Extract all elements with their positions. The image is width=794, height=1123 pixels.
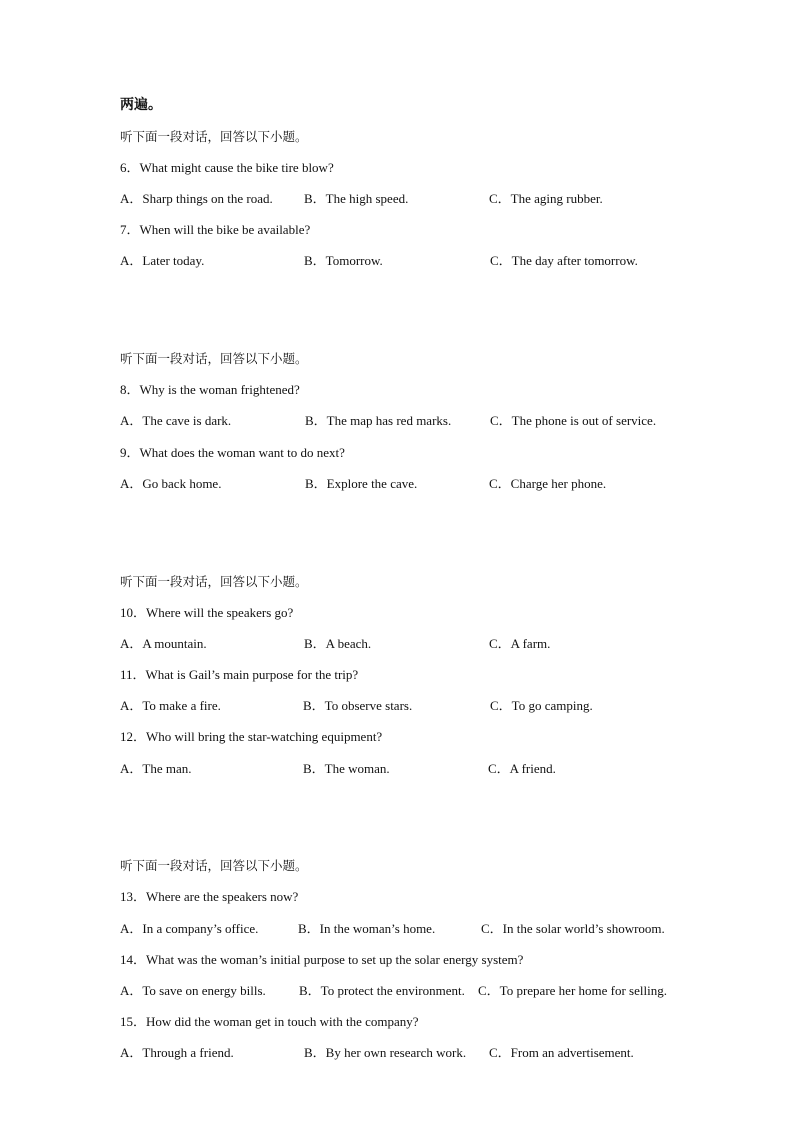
option-c: C．A friend. xyxy=(488,761,556,776)
option-a: A．Go back home. xyxy=(120,476,222,491)
option-c: C．Charge her phone. xyxy=(489,476,607,491)
question-stem: 9．What does the woman want to do next? xyxy=(120,445,345,460)
option-a: A．Later today. xyxy=(120,253,205,268)
option-a: A．Sharp things on the road. xyxy=(120,191,273,206)
group-intro: 听下面一段对话，回答以下小题。 xyxy=(120,129,308,144)
option-a: A．To make a fire. xyxy=(120,698,221,713)
option-a: A．A mountain. xyxy=(120,636,207,651)
option-b: B．The woman. xyxy=(303,761,390,776)
option-c: C．The phone is out of service. xyxy=(490,413,657,428)
question-stem: 12．Who will bring the star-watching equipment? xyxy=(120,729,383,744)
option-b: B．To protect the environment. xyxy=(299,983,465,998)
option-b: B．A beach. xyxy=(304,636,372,651)
option-c: C．In the solar world’s showroom. xyxy=(481,921,665,936)
option-c: C．The aging rubber. xyxy=(489,191,603,206)
option-c: C．To prepare her home for selling. xyxy=(478,983,667,998)
option-b: B．In the woman’s home. xyxy=(298,921,436,936)
option-c: C．From an advertisement. xyxy=(489,1045,634,1060)
option-a: A．The cave is dark. xyxy=(120,413,232,428)
option-c: C．The day after tomorrow. xyxy=(490,253,638,268)
question-stem: 11．What is Gail’s main purpose for the trip? xyxy=(120,667,359,682)
option-a: A．In a company’s office. xyxy=(120,921,259,936)
option-b: B．The map has red marks. xyxy=(305,413,452,428)
question-stem: 14．What was the woman’s initial purpose to set up the solar energy system? xyxy=(120,952,524,967)
question-stem: 6．What might cause the bike tire blow? xyxy=(120,160,334,175)
option-c: C．A farm. xyxy=(489,636,551,651)
option-c: C．To go camping. xyxy=(490,698,593,713)
option-a: A．The man. xyxy=(120,761,192,776)
group-intro: 听下面一段对话，回答以下小题。 xyxy=(120,351,308,366)
option-b: B．Tomorrow. xyxy=(304,253,383,268)
option-b: B．The high speed. xyxy=(304,191,409,206)
option-a: A．Through a friend. xyxy=(120,1045,234,1060)
option-b: B．To observe stars. xyxy=(303,698,413,713)
option-b: B．By her own research work. xyxy=(304,1045,467,1060)
question-stem: 7．When will the bike be available? xyxy=(120,222,311,237)
question-stem: 8．Why is the woman frightened? xyxy=(120,382,300,397)
question-stem: 15．How did the woman get in touch with the company? xyxy=(120,1014,419,1029)
option-b: B．Explore the cave. xyxy=(305,476,418,491)
section-heading: 两遍。 xyxy=(120,97,162,113)
group-intro: 听下面一段对话，回答以下小题。 xyxy=(120,858,308,873)
question-stem: 10．Where will the speakers go? xyxy=(120,605,294,620)
question-stem: 13．Where are the speakers now? xyxy=(120,889,299,904)
option-a: A．To save on energy bills. xyxy=(120,983,266,998)
group-intro: 听下面一段对话，回答以下小题。 xyxy=(120,574,308,589)
